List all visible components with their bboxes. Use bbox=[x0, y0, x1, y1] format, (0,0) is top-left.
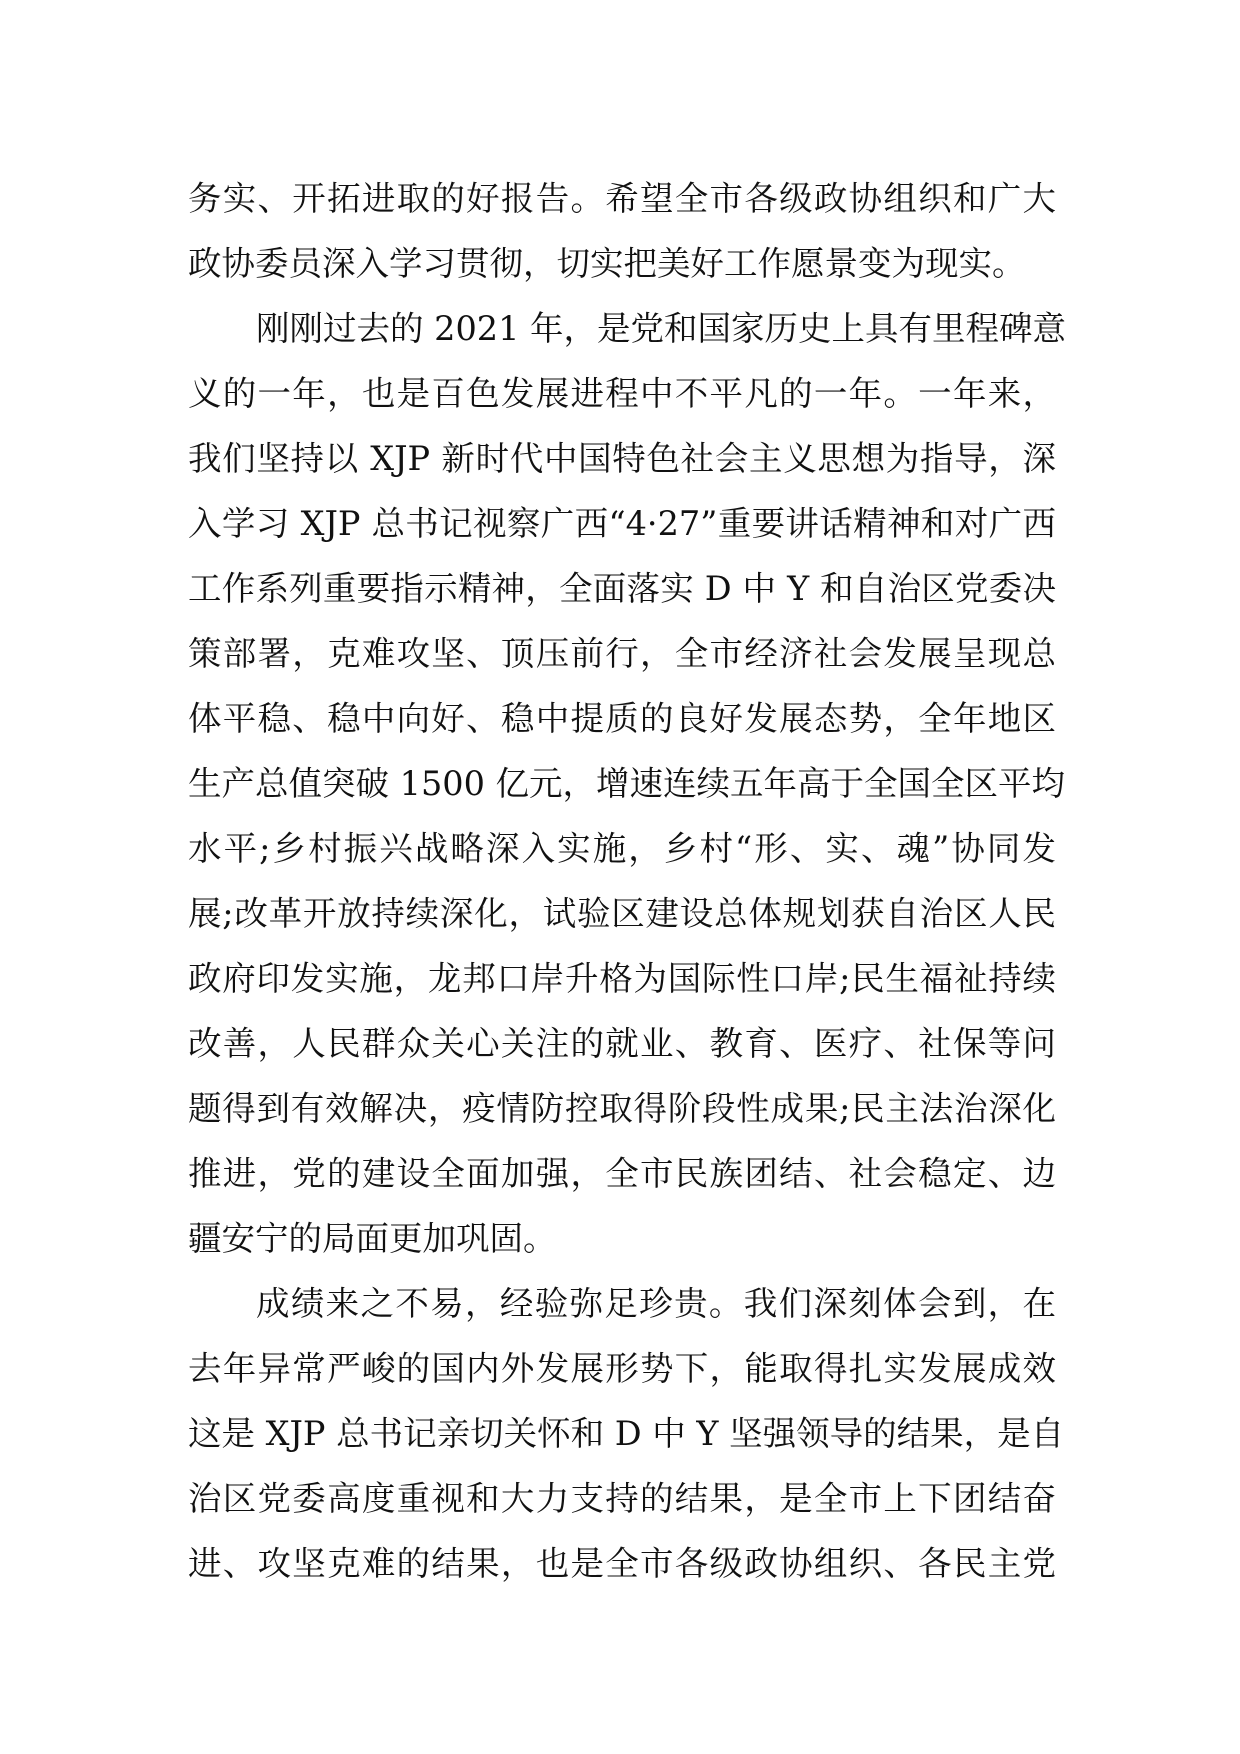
text-line: 入学习 XJP 总书记视察广西“4·27”重要讲话精神和对广西 bbox=[188, 504, 1056, 543]
text-line: 义的一年，也是百色发展进程中不平凡的一年。一年来， bbox=[188, 374, 1056, 413]
text-line: 治区党委高度重视和大力支持的结果，是全市上下团结奋 bbox=[188, 1479, 1056, 1518]
text-line: 工作系列重要指示精神，全面落实 D 中 Y 和自治区党委决 bbox=[188, 569, 1056, 608]
text-line: 生产总值突破 1500 亿元，增速连续五年高于全国全区平均 bbox=[188, 764, 1066, 803]
text-line: 体平稳、稳中向好、稳中提质的良好发展态势，全年地区 bbox=[188, 699, 1056, 738]
text-line: 务实、开拓进取的好报告。希望全市各级政协组织和广大 bbox=[188, 179, 1056, 218]
text-line: 政府印发实施，龙邦口岸升格为国际性口岸;民生福祉持续 bbox=[188, 959, 1056, 998]
text-line: 疆安宁的局面更加巩固。 bbox=[188, 1219, 557, 1258]
paragraph-first-line: 刚刚过去的 2021 年，是党和国家历史上具有里程碑意 bbox=[256, 309, 1067, 348]
text-line: 推进，党的建设全面加强，全市民族团结、社会稳定、边 bbox=[188, 1154, 1056, 1193]
text-line: 我们坚持以 XJP 新时代中国特色社会主义思想为指导，深 bbox=[188, 439, 1056, 478]
text-line: 去年异常严峻的国内外发展形势下，能取得扎实发展成效 bbox=[188, 1349, 1056, 1388]
paragraph-first-line: 成绩来之不易，经验弥足珍贵。我们深刻体会到，在 bbox=[256, 1284, 1056, 1323]
text-line: 改善，人民群众关心关注的就业、教育、医疗、社保等问 bbox=[188, 1024, 1056, 1063]
text-line: 进、攻坚克难的结果，也是全市各级政协组织、各民主党 bbox=[188, 1544, 1056, 1583]
text-line: 政协委员深入学习贯彻，切实把美好工作愿景变为现实。 bbox=[188, 244, 1026, 283]
body-text bbox=[188, 166, 1067, 1596]
text-line: 题得到有效解决，疫情防控取得阶段性成果;民主法治深化 bbox=[188, 1089, 1056, 1128]
text-line: 策部署，克难攻坚、顶压前行，全市经济社会发展呈现总 bbox=[188, 634, 1056, 673]
text-line: 水平;乡村振兴战略深入实施，乡村“形、实、魂”协同发 bbox=[188, 829, 1056, 868]
text-line: 这是 XJP 总书记亲切关怀和 D 中 Y 坚强领导的结果，是自 bbox=[188, 1414, 1065, 1453]
text-line: 展;改革开放持续深化，试验区建设总体规划获自治区人民 bbox=[188, 894, 1056, 933]
